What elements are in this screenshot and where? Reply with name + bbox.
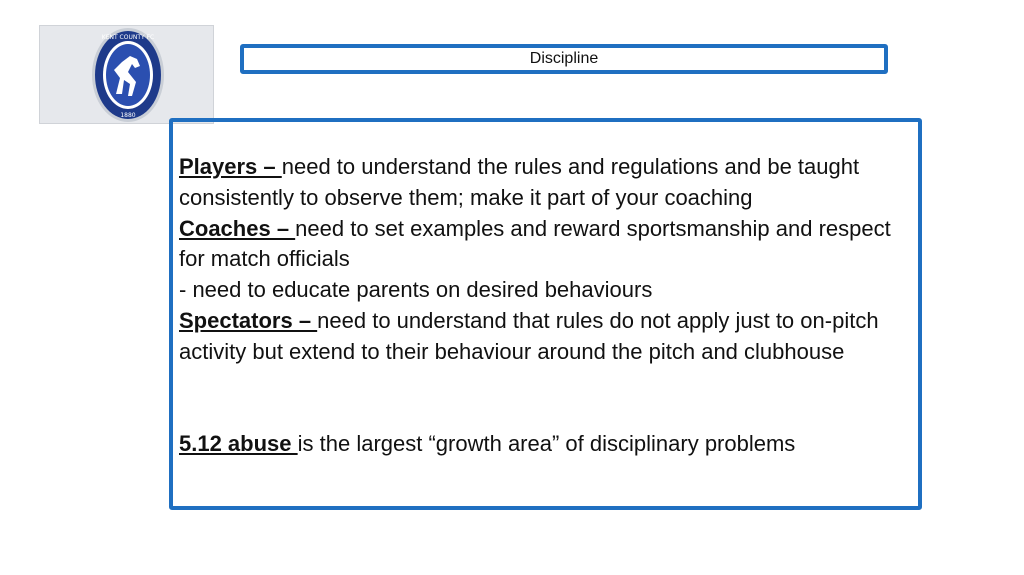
- spectators-text: need to understand that rules do not apply just to on-pitch activity but extend to their behaviour around the pitch and clubhouse: [179, 307, 879, 364]
- slide-title-text: Discipline: [529, 50, 599, 67]
- club-logo: [39, 25, 214, 124]
- players-text: need to understand the rules and regulations and be taught consistently to observe them; make it part of your coaching: [179, 154, 860, 210]
- content-panel: [169, 118, 922, 510]
- abuse-label: 5.12 abuse: [179, 430, 298, 456]
- svg-text:1880: 1880: [120, 112, 136, 119]
- abuse-text: is the largest “growth area” of disciplinary problems: [297, 430, 796, 456]
- abuse-paragraph: [179, 429, 912, 460]
- spectators-paragraph: [179, 306, 912, 368]
- svg-text:KENT COUNTY FC: KENT COUNTY FC: [101, 34, 155, 41]
- spectators-label: Spectators –: [179, 307, 318, 333]
- players-label: Players –: [179, 154, 282, 179]
- coaches-label: Coaches –: [179, 215, 296, 241]
- coaches-extra: - need to educate parents on desired behaviours: [179, 277, 653, 303]
- coaches-text: need to set examples and reward sportsmanship and respect for match officials: [179, 215, 891, 272]
- players-paragraph: [179, 152, 912, 214]
- slide-title: [240, 44, 888, 74]
- coaches-paragraph: [179, 214, 912, 276]
- horse-crest-icon: [40, 26, 215, 125]
- spacer: [179, 368, 912, 429]
